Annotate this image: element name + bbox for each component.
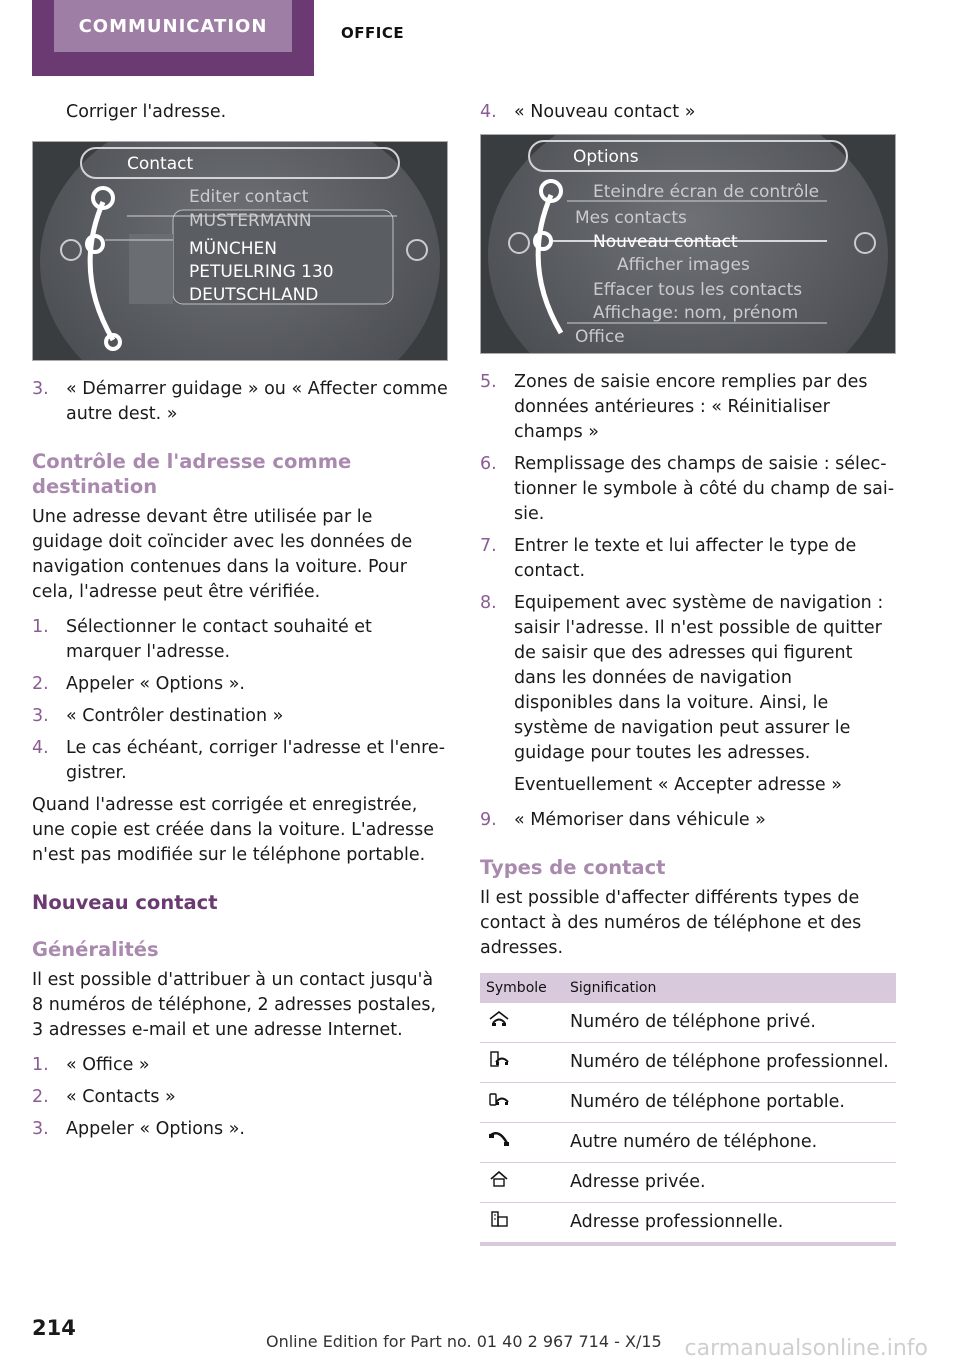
list-number: 9. bbox=[480, 810, 497, 830]
list-number: 3. bbox=[32, 379, 49, 399]
list-text: « Office » bbox=[66, 1055, 150, 1075]
screenshot-contact-menu bbox=[32, 141, 448, 361]
meaning-cell: Numéro de téléphone portable. bbox=[564, 1083, 896, 1123]
paragraph-after-correction: Quand l'adresse est corrigée et enregistrée, une copie est créée dans la voiture. L'adresse n'est pas modifiée sur le téléphone portable. bbox=[32, 795, 435, 865]
list-item bbox=[480, 808, 896, 833]
list-number: 3. bbox=[32, 706, 49, 726]
list-number: 2. bbox=[32, 674, 49, 694]
paragraph-address-check: Une adresse devant être utilisée par le guidage doit coïncider avec les données de navigation contenues dans la voiture. Pour cela, l'adresse peut être vérifiée. bbox=[32, 507, 413, 602]
screenshot-options-menu bbox=[480, 134, 896, 354]
list-item bbox=[32, 736, 448, 786]
list-item bbox=[480, 534, 896, 584]
paragraph-general: Il est possible d'attribuer à un contact jusqu'à 8 numéros de téléphone, 2 adresses postales, 3 adresses e-mail et une adresse Internet. bbox=[32, 970, 437, 1040]
intro-line: Corriger l'adresse. bbox=[66, 102, 227, 122]
list-text: « Nouveau contact » bbox=[514, 102, 696, 122]
section-tab bbox=[32, 0, 314, 76]
screen-item: Affichage: nom, prénom bbox=[593, 303, 799, 323]
list-item bbox=[480, 452, 896, 527]
list-item bbox=[32, 672, 448, 697]
business-phone-icon bbox=[488, 1051, 510, 1067]
page-header bbox=[0, 0, 960, 80]
table-row bbox=[480, 1203, 896, 1245]
list-item bbox=[32, 1053, 448, 1078]
list-number: 4. bbox=[32, 738, 49, 758]
list-text: Zones de saisie encore remplies par des données antérieures : « Réinitialiser champs » bbox=[514, 372, 868, 442]
list-text: « Contrôler destination » bbox=[66, 706, 284, 726]
list-text: Sélectionner le contact souhaité et marquer l'adresse. bbox=[66, 617, 372, 662]
table-row bbox=[480, 1123, 896, 1163]
list-item bbox=[480, 591, 896, 766]
table-row bbox=[480, 1043, 896, 1083]
business-address-icon bbox=[488, 1211, 510, 1227]
screen-item: Mes contacts bbox=[575, 208, 687, 228]
screen-item: Editer contact bbox=[189, 187, 309, 207]
screen-item-selected: Nouveau contact bbox=[593, 232, 738, 252]
list-number: 6. bbox=[480, 454, 497, 474]
heading-contact-types: Types de contact bbox=[480, 856, 666, 879]
list-text: « Démarrer guidage » ou « Affecter comme autre dest. » bbox=[66, 379, 448, 424]
home-phone-icon bbox=[488, 1011, 510, 1027]
list-number: 5. bbox=[480, 372, 497, 392]
page-number: 214 bbox=[32, 1316, 76, 1340]
meaning-cell: Autre numéro de téléphone. bbox=[564, 1123, 896, 1163]
list-text: « Contacts » bbox=[66, 1087, 176, 1107]
screen-title-contact: Contact bbox=[127, 154, 194, 174]
table-row bbox=[480, 1083, 896, 1123]
list-text: Appeler « Options ». bbox=[66, 1119, 245, 1139]
subsection-tab-label: OFFICE bbox=[341, 24, 405, 42]
list-number: 3. bbox=[32, 1119, 49, 1139]
list-item bbox=[480, 100, 896, 125]
column-header-meaning: Signification bbox=[564, 973, 896, 1003]
screen-item: Office bbox=[575, 327, 625, 347]
right-column bbox=[480, 100, 896, 1246]
screen-item: Eteindre écran de contrôle bbox=[593, 182, 820, 202]
list-number: 1. bbox=[32, 1055, 49, 1075]
other-phone-icon bbox=[488, 1131, 510, 1147]
list-item bbox=[480, 370, 896, 445]
watermark: carmanualsonline.info bbox=[684, 1336, 928, 1361]
table-row bbox=[480, 1163, 896, 1203]
screen-item: Effacer tous les contacts bbox=[593, 280, 803, 300]
note-accept-address: Eventuellement « Accepter adresse » bbox=[514, 775, 842, 795]
list-text: Equipement avec système de navigation : saisir l'adresse. Il n'est possible de quitter de saisir que des adresses qui figurent dans les données de navigation disponibles dans la voiture. Ainsi, le système de navigation peut assurer le guidage pour toutes les adresses. bbox=[514, 593, 884, 763]
list-item bbox=[32, 615, 448, 665]
list-number: 4. bbox=[480, 102, 497, 122]
meaning-cell: Adresse professionnelle. bbox=[564, 1203, 896, 1245]
contact-types-table bbox=[480, 973, 896, 1246]
list-text: Entrer le texte et lui affecter le type de contact. bbox=[514, 536, 857, 581]
screen-item: MÜNCHEN bbox=[189, 239, 277, 259]
heading-general: Généralités bbox=[32, 938, 159, 961]
screen-item: Afficher images bbox=[617, 255, 750, 275]
table-row bbox=[480, 1003, 896, 1043]
meaning-cell: Adresse privée. bbox=[564, 1163, 896, 1203]
paragraph-contact-types: Il est possible d'affecter différents types de contact à des numéros de téléphone et des adresses. bbox=[480, 888, 862, 958]
left-column bbox=[32, 100, 448, 1149]
heading-address-check: Contrôle de l'adresse comme destination bbox=[32, 450, 352, 498]
list-number: 2. bbox=[32, 1087, 49, 1107]
list-number: 8. bbox=[480, 593, 497, 613]
column-header-symbol: Symbole bbox=[480, 973, 564, 1003]
list-item bbox=[32, 1085, 448, 1110]
screen-item: PETUELRING 130 bbox=[189, 262, 334, 282]
list-item bbox=[32, 1117, 448, 1142]
screen-item: DEUTSCHLAND bbox=[189, 285, 319, 305]
list-text: Remplissage des champs de saisie : sélectionner le symbole à côté du champ de saisie. bbox=[514, 454, 895, 524]
list-text: « Mémoriser dans véhicule » bbox=[514, 810, 766, 830]
list-number: 1. bbox=[32, 617, 49, 637]
meaning-cell: Numéro de téléphone privé. bbox=[564, 1003, 896, 1043]
section-tab-label: COMMUNICATION bbox=[54, 0, 292, 52]
heading-new-contact: Nouveau contact bbox=[32, 891, 218, 914]
list-text: Le cas échéant, corriger l'adresse et l'enregistrer. bbox=[66, 738, 446, 783]
mobile-phone-icon bbox=[488, 1091, 510, 1107]
edition-line: Online Edition for Part no. 01 40 2 967 714 - X/15 bbox=[266, 1332, 662, 1351]
home-address-icon bbox=[488, 1171, 510, 1187]
list-text: Appeler « Options ». bbox=[66, 674, 245, 694]
list-number: 7. bbox=[480, 536, 497, 556]
screen-title-options: Options bbox=[573, 147, 639, 167]
screen-item: MUSTERMANN bbox=[189, 211, 312, 231]
list-item bbox=[32, 704, 448, 729]
list-item bbox=[32, 377, 448, 427]
meaning-cell: Numéro de téléphone professionnel. bbox=[564, 1043, 896, 1083]
